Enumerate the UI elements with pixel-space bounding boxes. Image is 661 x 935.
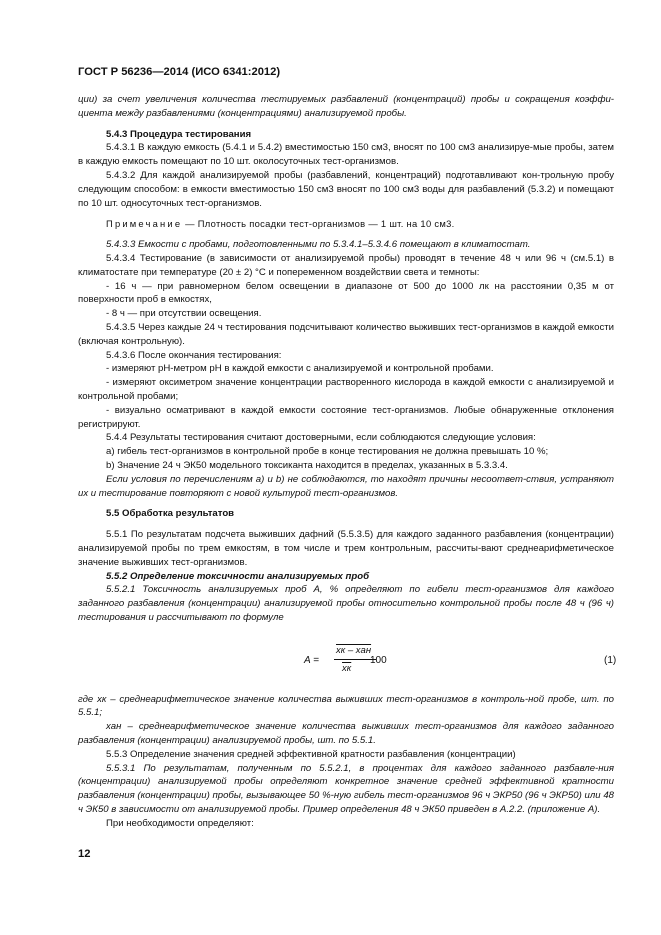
document-body (78, 93, 617, 831)
paragraph-5-4-3-2: 5.4.3.2 Для каждой анализируемой пробы (разбавлений, концентраций) подготавливают кон-трольную пробу следующим способом: в емкости вместимостью 150 см3 вносят по 100 см3 воды для разбавлений (5.3.2) и помещают по 10 шт. односуточных тест-организмов. (78, 169, 614, 209)
paragraph-intro: ции) за счет увеличения количества тестируемых разбавлений (концентраций) пробы и сокращения коэффи-циента между разбавлениями (концентрациями) анализируемой пробы. (78, 94, 614, 119)
formula-denominator: xк (342, 662, 352, 674)
formula-number: (1) (604, 654, 617, 666)
formula-multiplier: 100 (370, 654, 387, 666)
paragraph-5-5-2-1: 5.5.2.1 Токсичность анализируемых проб А, % определяют по гибели тест-организмов для каждого заданного разбавления (концентрации) анализируемой пробы относительно контрольной пробы после 48 ч (96 ч) тестирования и рассчитывают по формуле (78, 584, 614, 623)
heading-5-5-2: 5.5.2 Определение токсичности анализируемых проб (106, 570, 370, 582)
paragraph-5-5-3: 5.5.3 Определение значения средней эффективной кратности разбавления (концентрации) (106, 748, 516, 760)
condition-b: b) Значение 24 ч ЭК50 модельного токсиканта находится в пределах, указанных в 5.3.3.4. (106, 459, 508, 471)
paragraph-last: При необходимости определяют: (106, 817, 254, 829)
paragraph-5-4-3-3: 5.4.3.3 Емкости с пробами, подготовленными по 5.3.4.1–5.3.4.6 помещают в климатостат. (106, 239, 531, 251)
note-label: Примечание (106, 218, 183, 230)
paragraph-5-5-3-1: 5.5.3.1 По результатам, полученным по 5.5.2.1, в процентах для каждого заданного разбавле-ния (концентрации) анализируемой пробы определяют конкретное значение средней эффективной кратности разбавления (концентрации) пробы, вызывающее 50 %-ную гибель тест-организмов 96 ч ЭКР50 (96 ч ЭКР50) или 48 ч ЭК50 в зависимости от анализируемой пробы. Пример определения 48 ч ЭК50 приведен в А.2.2. (приложение А). (78, 762, 614, 816)
formula-numerator: xк – xан (336, 644, 372, 656)
heading-5-4-3: 5.4.3 Процедура тестирования (106, 128, 252, 140)
where-xk: где xк – среднеарифметическое значение количества выживших тест-организмов в контроль-ной пробе, шт. по 5.5.1; (78, 693, 614, 719)
paragraph-5-4-4: 5.4.4 Результаты тестирования считают достоверными, если соблюдаются следующие условия: (106, 432, 536, 444)
note-text: — Плотность посадки тест-организмов — 1 шт. на 10 см3. (185, 218, 455, 230)
where-xan: xан – среднеарифметическое значение количества выживших тест-организмов для каждого заданного разбавления (концентрации) анализируемой пробы, шт. по 5.5.1. (78, 721, 614, 747)
paragraph-5-5-1: 5.5.1 По результатам подсчета выживших дафний (5.5.3.5) для каждого заданного разбавления (концентрации) анализируемой пробы по трем емкостям, в том числе и трем контрольным, рассчиты-вают среднеарифметическое значение выживших тест-организмов. (78, 529, 614, 568)
document-header: ГОСТ Р 56236—2014 (ИСО 6341:2012) (78, 66, 281, 78)
formula-lhs: A = (304, 654, 319, 666)
list-item-dark: - 8 ч — при отсутствии освещения. (106, 308, 262, 320)
condition-a: а) гибель тест-организмов в контрольной пробе в конце тестирования не должна превышать 10 %; (106, 446, 549, 458)
heading-5-5: 5.5 Обработка результатов (106, 508, 235, 520)
page-number: 12 (78, 848, 91, 860)
formula-1 (78, 641, 617, 681)
paragraph-conditions-note: Если условия по перечислениям а) и b) не соблюдаются, то находят причины несоответ-ствия, устраняют их и тестирование повторяют с новой культурой тест-организмов. (78, 473, 614, 499)
paragraph-5-4-3-6: 5.4.3.6 После окончания тестирования: (106, 349, 282, 361)
paragraph-5-4-3-1: 5.4.3.1 В каждую емкость (5.4.1 и 5.4.2) вместимостью 150 см3, вносят по 100 см3 анализируе-мые пробы, затем в каждую емкость помещают по 10 шт. околосуточных тест-организмов. (78, 142, 614, 168)
list-item-ph: - измеряют рН-метром рН в каждой емкости с анализируемой и контрольной пробами. (106, 363, 494, 375)
paragraph-5-4-3-5: 5.4.3.5 Через каждые 24 ч тестирования подсчитывают количество выживших тест-организмов в каждой емкости (включая контрольную). (78, 321, 614, 347)
note (78, 217, 614, 231)
list-item-oxygen: - измеряют оксиметром значение концентрации растворенного кислорода в каждой емкости с анализируемой и контрольной пробами; (78, 377, 614, 402)
list-item-light: - 16 ч — при равномерном белом освещении в диапазоне от 500 до 1000 лк на расстоянии 0,35 м от поверхности проб в емкостях, (78, 280, 614, 306)
paragraph-5-4-3-4: 5.4.3.4 Тестирование (в зависимости от анализируемой пробы) проводят в течение 48 ч или 96 ч (см.5.1) в климатостате при температуре (20 ± 2) °С и попеременном воздействии света и темноты: (78, 252, 614, 278)
list-item-visual: - визуально осматривают в каждой емкости состояние тест-организмов. Любые обнаруженные отклонения регистрируют. (78, 404, 614, 430)
